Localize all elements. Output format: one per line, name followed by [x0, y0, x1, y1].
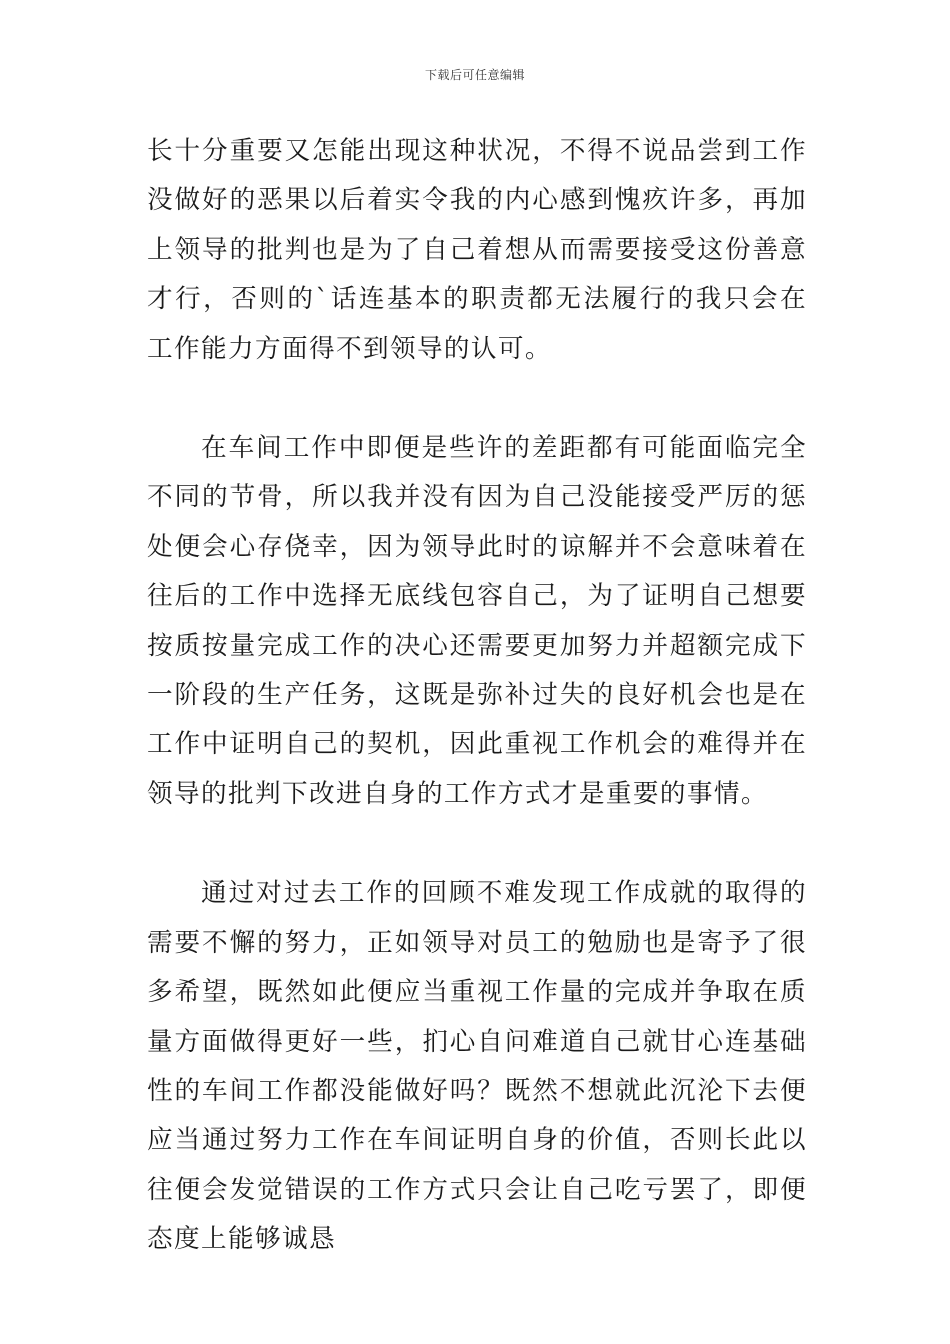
paragraph-gap — [147, 819, 807, 869]
document-body — [147, 127, 807, 1265]
page-header: 下载后可任意编辑 — [424, 68, 525, 82]
paragraph-1: 长十分重要又怎能出现这种状况，不得不说品尝到工作没做好的恶果以后着实令我的内心感到愧疚许多，再加上领导的批判也是为了自己着想从而需要接受这份善意才行，否则的`话连基本的职责都无法履行的我只会在工作能力方面得不到领导的认可。 — [147, 136, 807, 364]
paragraph-3: 通过对过去工作的回顾不难发现工作成就的取得的需要不懈的努力，正如领导对员工的勉励也是寄予了很多希望，既然如此便应当重视工作量的完成并争取在质量方面做得更好一些，扪心自问难道自己就甘心连基础性的车间工作都没能做好吗？既然不想就此沉沦下去便应当通过努力工作在车间证明自身的价值，否则长此以往便会发觉错误的工作方式只会让自己吃亏罢了，即便态度上能够诚恳 — [147, 878, 807, 1255]
paragraph-gap — [147, 374, 807, 424]
paragraph-2: 在车间工作中即便是些许的差距都有可能面临完全不同的节骨，所以我并没有因为自己没能接受严厉的惩处便会心存侥幸，因为领导此时的谅解并不会意味着在往后的工作中选择无底线包容自己，为了证明自己想要按质按量完成工作的决心还需要更加努力并超额完成下一阶段的生产任务，这既是弥补过失的良好机会也是在工作中证明自己的契机，因此重视工作机会的难得并在领导的批判下改进自身的工作方式才是重要的事情。 — [147, 433, 807, 809]
